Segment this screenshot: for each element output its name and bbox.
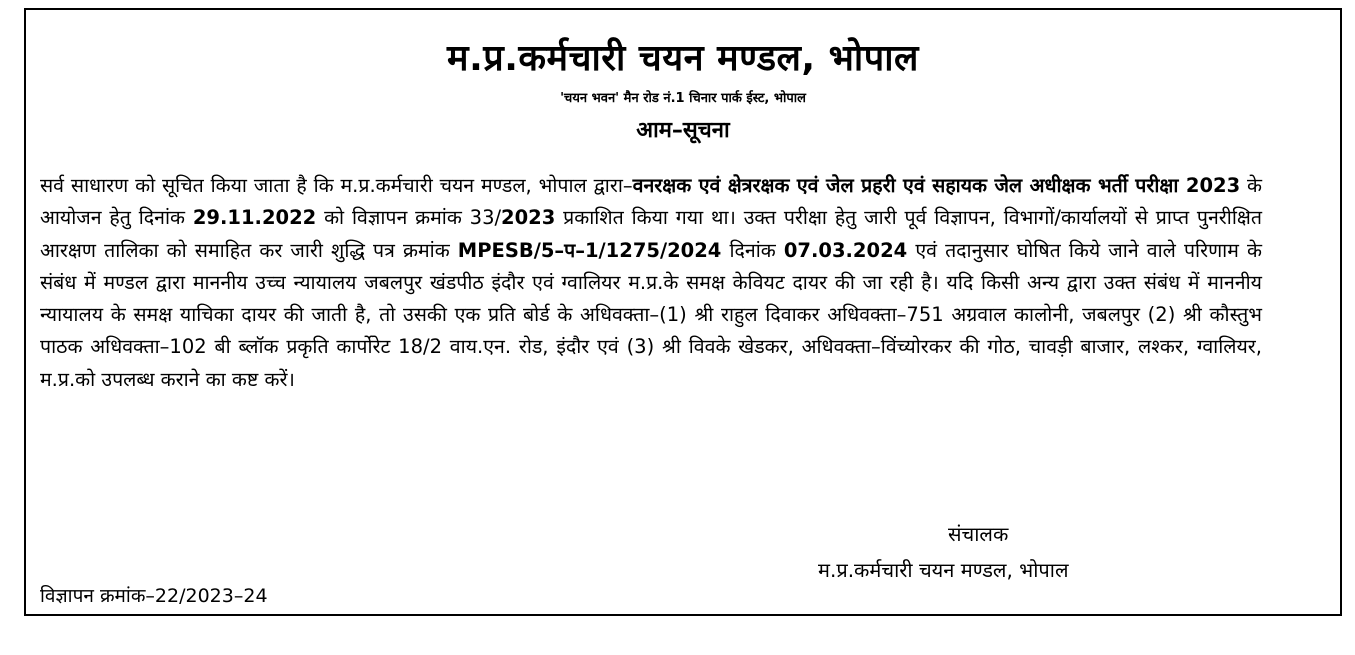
body-text-2: के आयोजन हेतु दिनांक (40, 174, 1262, 230)
body-text-5: दिनांक (721, 238, 784, 262)
notice-body (40, 170, 1262, 396)
organization-title: म.प्र.कर्मचारी चयन मण्डल, भोपाल (447, 38, 919, 79)
advertisement-year: 2023 (501, 206, 556, 230)
notice-heading: आम–सूचना (636, 118, 730, 143)
advertisement-date: 29.11.2022 (192, 206, 317, 230)
signatory-title: संचालक (948, 522, 1009, 546)
body-text-4: प्रकाशित किया गया था। उक्त परीक्षा हेतु जारी पूर्व विज्ञापन, विभागों/कार्यालयों से प्राप्त पुनरीक्षित आरक्षण तालिका को समाहित कर जारी शुद्धि पत्र क्रमांक (40, 206, 1262, 262)
body-text-6: एवं तदानुसार घोषित किये जाने वाले परिणाम के संबंध में मण्डल द्वारा माननीय उच्च न्यायालय जबलपुर खंडपीठ इंदौर एवं ग्वालियर म.प्र.के समक्ष केवियट दायर की जा रही है। यदि किसी अन्य द्वारा उक्त संबंध में माननीय न्यायालय के समक्ष याचिका दायर की जाती है, तो उसकी एक प्रति बोर्ड के अधिवक्ता–(1) श्री राहुल दिवाकर अधिवक्ता–751 अग्रवाल कालोनी, जबलपुर (2) श्री कौस्तुभ पाठक अधिवक्ता–102 बी ब्लॉक प्रकृति कार्पोरेट 18/2 वाय.एन. रोड, इंदौर एवं (3) श्री विवके खेडकर, अधिवक्ता–विंच्योरकर की गोठ, चावड़ी बाजार, लश्कर, ग्वालियर, म.प्र.को उपलब्ध कराने का कष्ट करें। (40, 238, 1262, 391)
corrigendum-number: MPESB/5–प–1/1275/2024 (457, 238, 722, 262)
signatory-organization: म.प्र.कर्मचारी चयन मण्डल, भोपाल (818, 558, 1069, 582)
advertisement-number: विज्ञापन क्रमांक–22/2023–24 (40, 585, 268, 607)
organization-address: 'चयन भवन' मैन रोड नं.1 चिनार पार्क ईस्ट, भोपाल (560, 91, 806, 106)
body-text-1: सर्व साधारण को सूचित किया जाता है कि म.प्र.कर्मचारी चयन मण्डल, भोपाल द्वारा– (40, 174, 633, 197)
exam-name: वनरक्षक एवं क्षेत्ररक्षक एवं जेल प्रहरी एवं सहायक जेल अधीक्षक भर्ती परीक्षा 2023 (632, 174, 1241, 197)
body-text-3: को विज्ञापन क्रमांक 33/ (316, 206, 502, 230)
corrigendum-date: 07.03.2024 (783, 238, 908, 262)
